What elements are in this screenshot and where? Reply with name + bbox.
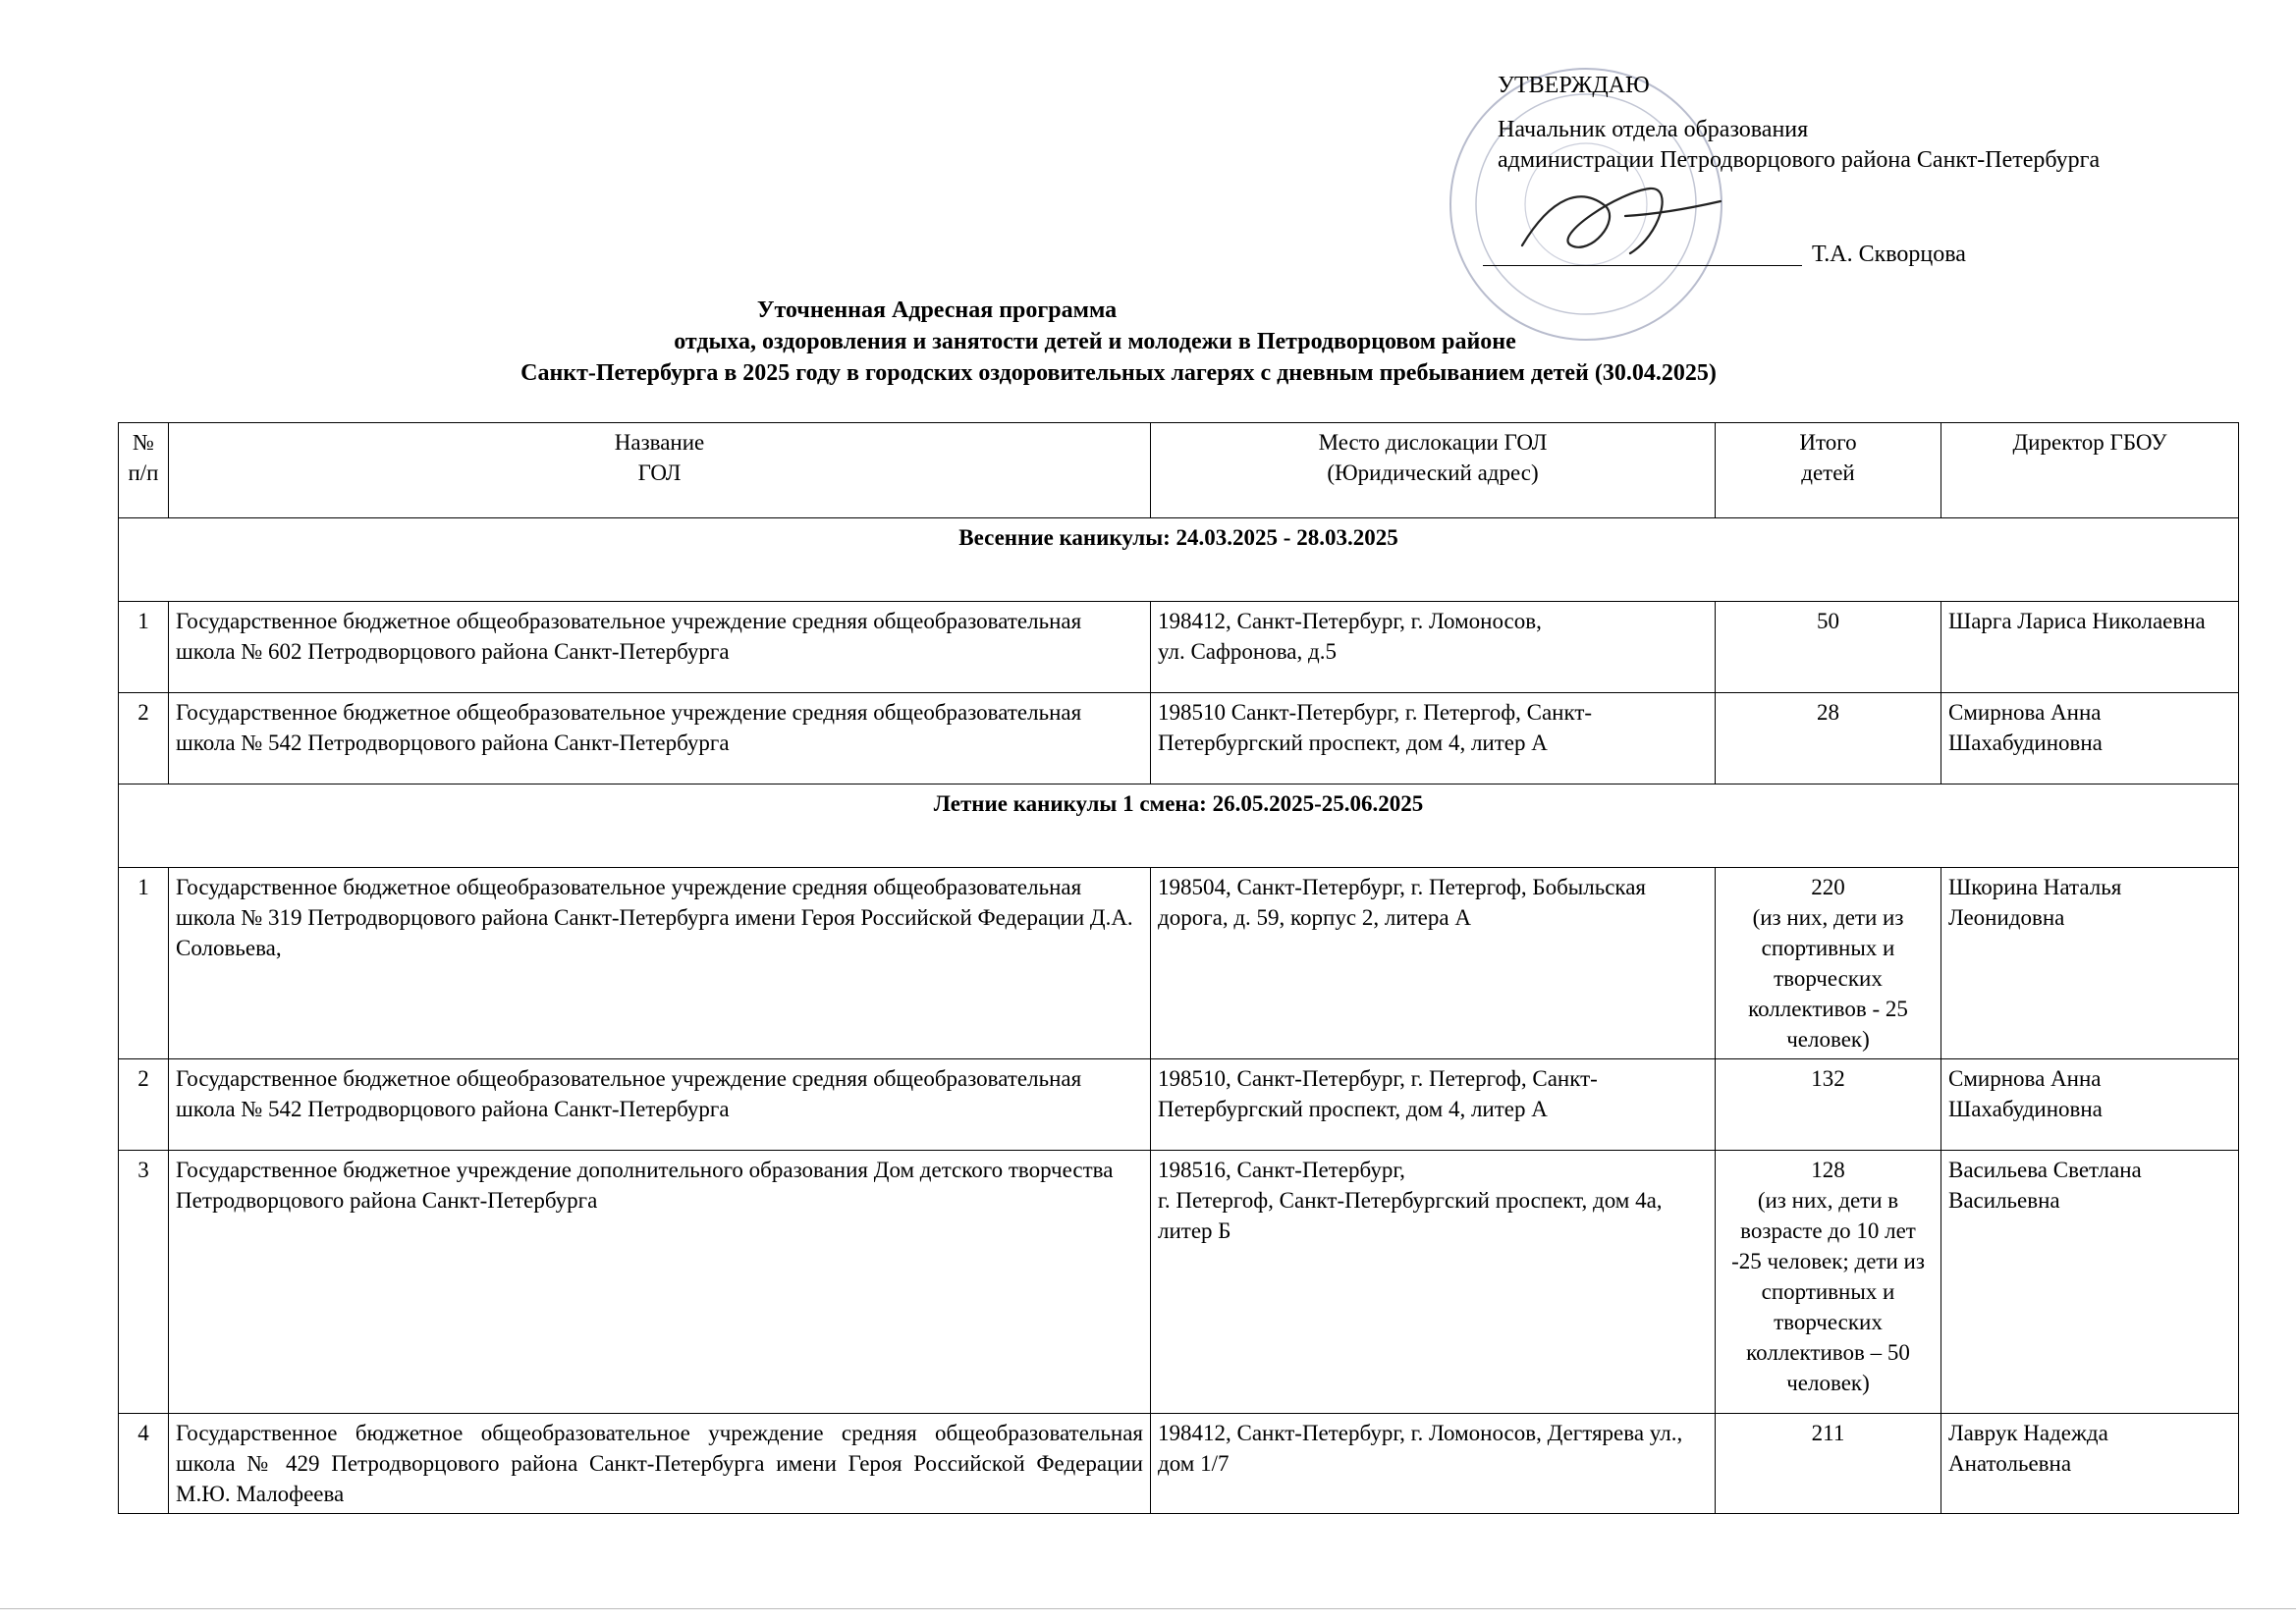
row-director: Лаврук Надежда Анатольевна [1941, 1414, 2239, 1514]
row-num: 1 [119, 868, 169, 1059]
row-num: 1 [119, 602, 169, 693]
signature-line [1483, 265, 1802, 266]
row-name: Государственное бюджетное общеобразовательное учреждение средняя общеобразовательная школа № 429 Петродворцового района Санкт-Петербурга имени Героя Российской Федерации М.Ю. Малофеева [169, 1414, 1151, 1514]
section-row-spring [119, 518, 2239, 602]
row-director: Шарга Лариса Николаевна [1941, 602, 2239, 693]
row-total: 50 [1716, 602, 1941, 693]
approval-block [1498, 71, 2100, 176]
table-row [119, 693, 2239, 784]
page-edge-line [0, 1608, 2296, 1609]
row-name: Государственное бюджетное общеобразовательное учреждение средняя общеобразовательная школа № 542 Петродворцового района Санкт-Петербурга [169, 693, 1151, 784]
approval-organization: администрации Петродворцового района Санкт-Петербурга [1498, 147, 2101, 173]
table-row [119, 602, 2239, 693]
row-name: Государственное бюджетное учреждение дополнительного образования Дом детского творчества Петродворцового района Санкт-Петербурга [169, 1151, 1151, 1414]
row-total: 132 [1716, 1059, 1941, 1151]
table-row [119, 1414, 2239, 1514]
row-address: 198504, Санкт-Петербург, г. Петергоф, Бобыльская дорога, д. 59, корпус 2, литера А [1151, 868, 1716, 1059]
title-line-3: Санкт-Петербурга в 2025 году в городских оздоровительных лагерях с дневным пребыванием детей (30.04.2025) [520, 360, 1717, 386]
section-row-summer [119, 784, 2239, 868]
row-name: Государственное бюджетное общеобразовательное учреждение средняя общеобразовательная школа № 602 Петродворцового района Санкт-Петербурга [169, 602, 1151, 693]
document-title [0, 295, 2296, 389]
table-row [119, 1059, 2239, 1151]
title-line-2: отдыха, оздоровления и занятости детей и молодежи в Петродворцовом районе [674, 329, 1516, 354]
row-num: 3 [119, 1151, 169, 1414]
row-total: 128 (из них, дети в возрасте до 10 лет -25 человек; дети из спортивных и творческих коллективов – 50 человек) [1716, 1151, 1941, 1414]
section-title: Весенние каникулы: 24.03.2025 - 28.03.2025 [119, 518, 2239, 602]
table-row [119, 868, 2239, 1059]
row-director: Смирнова Анна Шахабудиновна [1941, 1059, 2239, 1151]
row-num: 2 [119, 693, 169, 784]
row-director: Смирнова Анна Шахабудиновна [1941, 693, 2239, 784]
header-address: Место дислокации ГОЛ (Юридический адрес) [1151, 423, 1716, 518]
row-director: Васильева Светлана Васильевна [1941, 1151, 2239, 1414]
row-total: 28 [1716, 693, 1941, 784]
row-num: 2 [119, 1059, 169, 1151]
header-total: Итого детей [1716, 423, 1941, 518]
approval-heading: УТВЕРЖДАЮ [1498, 73, 1650, 98]
program-table [118, 422, 2239, 1514]
row-address: 198510, Санкт-Петербург, г. Петергоф, Санкт-Петербургский проспект, дом 4, литер А [1151, 1059, 1716, 1151]
row-name: Государственное бюджетное общеобразовательное учреждение средняя общеобразовательная школа № 319 Петродворцового района Санкт-Петербурга имени Героя Российской Федерации Д.А. Соловьева, [169, 868, 1151, 1059]
row-address: 198412, Санкт-Петербург, г. Ломоносов, Дегтярева ул., дом 1/7 [1151, 1414, 1716, 1514]
row-address: 198516, Санкт-Петербург, г. Петергоф, Санкт-Петербургский проспект, дом 4а, литер Б [1151, 1151, 1716, 1414]
approval-position: Начальник отдела образования [1498, 117, 1809, 142]
row-address: 198412, Санкт-Петербург, г. Ломоносов, ул. Сафронова, д.5 [1151, 602, 1716, 693]
title-line-1: Уточненная Адресная программа [756, 298, 1118, 323]
header-director: Директор ГБОУ [1941, 423, 2239, 518]
signature-row [1483, 242, 1994, 269]
header-num: № п/п [119, 423, 169, 518]
table-header-row [119, 423, 2239, 518]
row-num: 4 [119, 1414, 169, 1514]
signatory-name: Т.А. Скворцова [1812, 242, 1966, 267]
row-address: 198510 Санкт-Петербург, г. Петергоф, Санкт-Петербургский проспект, дом 4, литер А [1151, 693, 1716, 784]
table-row [119, 1151, 2239, 1414]
row-total: 220 (из них, дети из спортивных и творческих коллективов - 25 человек) [1716, 868, 1941, 1059]
row-total: 211 [1716, 1414, 1941, 1514]
row-director: Шкорина Наталья Леонидовна [1941, 868, 2239, 1059]
row-name: Государственное бюджетное общеобразовательное учреждение средняя общеобразовательная школа № 542 Петродворцового района Санкт-Петербурга [169, 1059, 1151, 1151]
header-name: Название ГОЛ [169, 423, 1151, 518]
section-title: Летние каникулы 1 смена: 26.05.2025-25.06.2025 [119, 784, 2239, 868]
